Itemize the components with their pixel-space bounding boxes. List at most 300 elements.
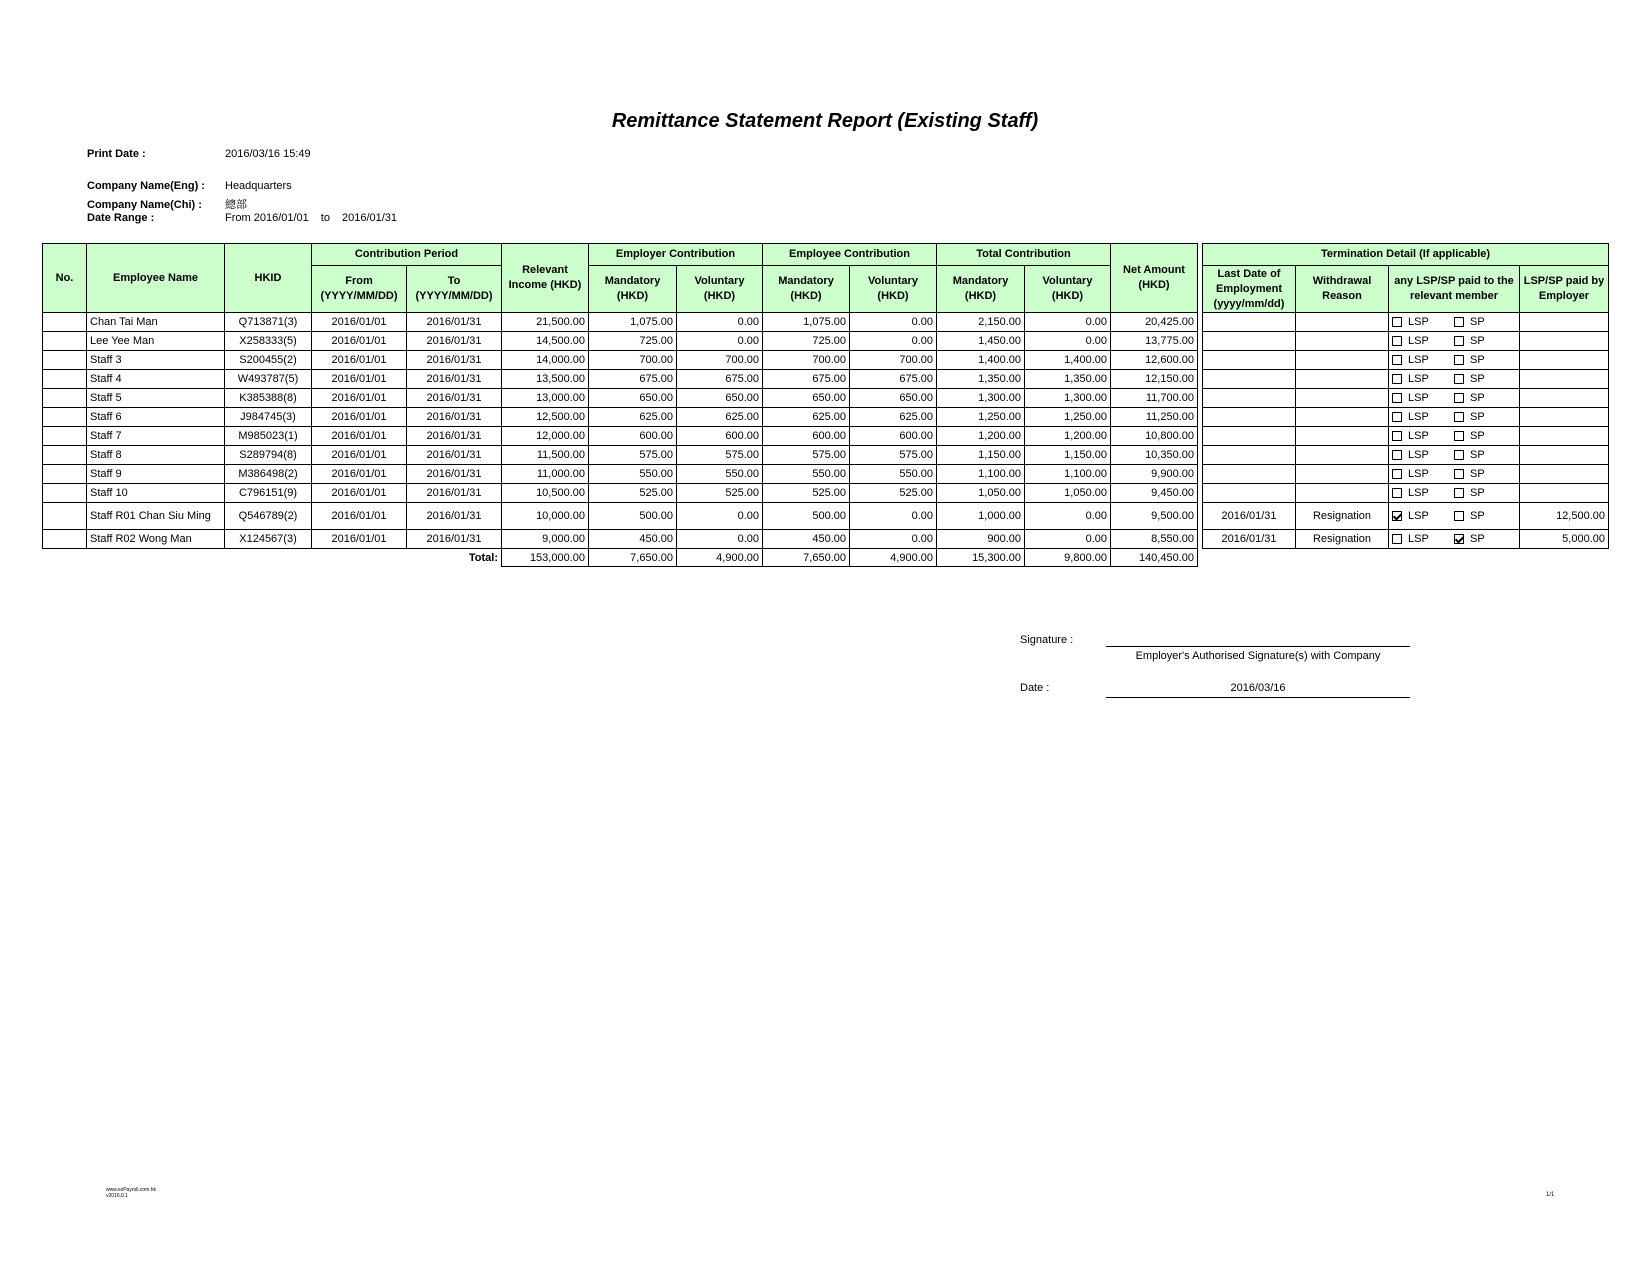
row-net-amount: 9,900.00: [1111, 465, 1198, 484]
sp-option: [1454, 430, 1516, 442]
row-employer-mandatory: 575.00: [589, 446, 677, 465]
sp-label: SP: [1470, 411, 1485, 423]
row-withdrawal-reason: [1296, 446, 1389, 465]
row-employer-voluntary: 525.00: [677, 484, 763, 503]
row-employee-mandatory: 675.00: [763, 370, 850, 389]
row-net-amount: 9,500.00: [1111, 503, 1198, 530]
row-to: 2016/01/31: [407, 530, 502, 549]
row-to: 2016/01/31: [407, 503, 502, 530]
company-name-chi-row: [87, 196, 247, 212]
row-hkid: K385388(8): [225, 389, 312, 408]
row-lsp-sp-checkboxes: [1389, 313, 1520, 332]
sp-label: SP: [1470, 316, 1485, 328]
termination-row: [1203, 332, 1609, 351]
table-row: [43, 313, 1198, 332]
row-withdrawal-reason: [1296, 465, 1389, 484]
sp-option: [1454, 335, 1516, 347]
header-employee-name: Employee Name: [87, 244, 225, 313]
table-row: [43, 389, 1198, 408]
footer-website: www.ezPayroll.com.hk: [106, 1187, 157, 1193]
table-row: [43, 446, 1198, 465]
row-hkid: C796151(9): [225, 484, 312, 503]
row-employee-voluntary: 675.00: [850, 370, 937, 389]
lsp-label: LSP: [1408, 411, 1429, 423]
lsp-option: [1392, 316, 1454, 328]
signature-line: [1106, 646, 1410, 647]
row-total-voluntary: 1,050.00: [1025, 484, 1111, 503]
row-employee-name: Staff 9: [87, 465, 225, 484]
row-lsp-sp-checkboxes: [1389, 465, 1520, 484]
row-employee-name: Staff 10: [87, 484, 225, 503]
sp-checkbox[interactable]: [1454, 534, 1464, 544]
lsp-option: [1392, 373, 1454, 385]
header-employer-contribution: Employer Contribution: [589, 244, 763, 266]
row-employer-voluntary: 675.00: [677, 370, 763, 389]
row-total-voluntary: 1,150.00: [1025, 446, 1111, 465]
row-from: 2016/01/01: [312, 408, 407, 427]
sign-date-line: [1106, 697, 1410, 698]
row-total-mandatory: 2,150.00: [937, 313, 1025, 332]
row-lsp-sp-paid: [1520, 408, 1609, 427]
row-to: 2016/01/31: [407, 389, 502, 408]
termination-row: [1203, 351, 1609, 370]
row-hkid: M386498(2): [225, 465, 312, 484]
row-lsp-sp-paid: [1520, 465, 1609, 484]
termination-row: [1203, 446, 1609, 465]
sp-option: [1454, 373, 1516, 385]
header-net-amount: Net Amount (HKD): [1111, 244, 1198, 313]
row-last-date: [1203, 313, 1296, 332]
row-employee-mandatory: 450.00: [763, 530, 850, 549]
header-withdrawal-reason: Withdrawal Reason: [1296, 266, 1389, 313]
lsp-checkbox[interactable]: [1392, 450, 1402, 460]
lsp-option: [1392, 468, 1454, 480]
row-net-amount: 13,775.00: [1111, 332, 1198, 351]
row-total-mandatory: 1,400.00: [937, 351, 1025, 370]
row-employer-voluntary: 550.00: [677, 465, 763, 484]
sp-label: SP: [1470, 354, 1485, 366]
row-total-mandatory: 1,350.00: [937, 370, 1025, 389]
row-lsp-sp-paid: [1520, 332, 1609, 351]
lsp-option: [1392, 533, 1454, 545]
row-employer-voluntary: 600.00: [677, 427, 763, 446]
row-hkid: Q546789(2): [225, 503, 312, 530]
sp-option: [1454, 533, 1516, 545]
total-er-m: 7,650.00: [589, 549, 677, 567]
row-withdrawal-reason: [1296, 408, 1389, 427]
row-to: 2016/01/31: [407, 351, 502, 370]
row-hkid: Q713871(3): [225, 313, 312, 332]
row-total-mandatory: 1,200.00: [937, 427, 1025, 446]
row-employee-mandatory: 525.00: [763, 484, 850, 503]
lsp-checkbox[interactable]: [1392, 393, 1402, 403]
row-from: 2016/01/01: [312, 332, 407, 351]
lsp-checkbox[interactable]: [1392, 412, 1402, 422]
row-no: [43, 370, 87, 389]
lsp-label: LSP: [1408, 373, 1429, 385]
termination-row: [1203, 313, 1609, 332]
row-no: [43, 313, 87, 332]
date-range-row: [87, 212, 397, 224]
row-to: 2016/01/31: [407, 408, 502, 427]
row-employer-mandatory: 1,075.00: [589, 313, 677, 332]
lsp-checkbox[interactable]: [1392, 336, 1402, 346]
termination-table: [1202, 243, 1609, 549]
row-total-voluntary: 0.00: [1025, 332, 1111, 351]
row-lsp-sp-checkboxes: [1389, 351, 1520, 370]
row-total-mandatory: 1,000.00: [937, 503, 1025, 530]
sp-option: [1454, 392, 1516, 404]
lsp-checkbox[interactable]: [1392, 317, 1402, 327]
row-employee-name: Staff 5: [87, 389, 225, 408]
total-t-m: 15,300.00: [937, 549, 1025, 567]
row-withdrawal-reason: [1296, 370, 1389, 389]
row-no: [43, 389, 87, 408]
lsp-checkbox[interactable]: [1392, 355, 1402, 365]
row-no: [43, 332, 87, 351]
sp-label: SP: [1470, 430, 1485, 442]
sp-checkbox[interactable]: [1454, 431, 1464, 441]
row-lsp-sp-checkboxes: [1389, 484, 1520, 503]
print-date-label: Print Date :: [87, 148, 146, 160]
row-hkid: S200455(2): [225, 351, 312, 370]
sp-label: SP: [1470, 533, 1485, 545]
row-total-voluntary: 1,200.00: [1025, 427, 1111, 446]
lsp-label: LSP: [1408, 487, 1429, 499]
row-employee-voluntary: 625.00: [850, 408, 937, 427]
row-no: [43, 465, 87, 484]
row-employer-mandatory: 700.00: [589, 351, 677, 370]
company-name-chi-value: 總部: [225, 199, 247, 211]
row-total-mandatory: 900.00: [937, 530, 1025, 549]
row-no: [43, 427, 87, 446]
row-no: [43, 484, 87, 503]
sp-checkbox[interactable]: [1454, 374, 1464, 384]
sp-option: [1454, 449, 1516, 461]
company-name-eng-label: Company Name(Eng) :: [87, 180, 205, 192]
header-employee-voluntary: Voluntary (HKD): [850, 266, 937, 313]
lsp-checkbox[interactable]: [1392, 534, 1402, 544]
row-total-voluntary: 1,100.00: [1025, 465, 1111, 484]
table-row: [43, 530, 1198, 549]
row-employer-mandatory: 675.00: [589, 370, 677, 389]
lsp-label: LSP: [1408, 354, 1429, 366]
total-ee-v: 4,900.00: [850, 549, 937, 567]
sp-checkbox[interactable]: [1454, 393, 1464, 403]
row-last-date: [1203, 465, 1296, 484]
row-lsp-sp-paid: 5,000.00: [1520, 530, 1609, 549]
print-date-row: [87, 148, 311, 160]
row-employee-voluntary: 525.00: [850, 484, 937, 503]
row-employee-voluntary: 0.00: [850, 332, 937, 351]
termination-row: [1203, 530, 1609, 549]
row-no: [43, 351, 87, 370]
row-last-date: 2016/01/31: [1203, 503, 1296, 530]
row-relevant-income: 10,500.00: [502, 484, 589, 503]
row-net-amount: 12,150.00: [1111, 370, 1198, 389]
header-employer-mandatory: Mandatory (HKD): [589, 266, 677, 313]
sp-checkbox[interactable]: [1454, 469, 1464, 479]
row-last-date: [1203, 351, 1296, 370]
row-last-date: [1203, 332, 1296, 351]
row-employee-name: Staff 6: [87, 408, 225, 427]
row-withdrawal-reason: Resignation: [1296, 530, 1389, 549]
table-row: [43, 427, 1198, 446]
row-withdrawal-reason: [1296, 427, 1389, 446]
lsp-label: LSP: [1408, 510, 1429, 522]
sp-option: [1454, 354, 1516, 366]
row-employee-name: Staff R02 Wong Man: [87, 530, 225, 549]
sp-option: [1454, 468, 1516, 480]
row-no: [43, 408, 87, 427]
row-relevant-income: 10,000.00: [502, 503, 589, 530]
header-employer-voluntary: Voluntary (HKD): [677, 266, 763, 313]
sp-label: SP: [1470, 392, 1485, 404]
row-relevant-income: 12,000.00: [502, 427, 589, 446]
row-employee-voluntary: 575.00: [850, 446, 937, 465]
termination-row: [1203, 465, 1609, 484]
row-total-voluntary: 1,300.00: [1025, 389, 1111, 408]
row-employer-mandatory: 500.00: [589, 503, 677, 530]
row-total-voluntary: 0.00: [1025, 530, 1111, 549]
sp-checkbox[interactable]: [1454, 317, 1464, 327]
row-relevant-income: 11,000.00: [502, 465, 589, 484]
row-employee-name: Staff R01 Chan Siu Ming: [87, 503, 225, 530]
row-net-amount: 8,550.00: [1111, 530, 1198, 549]
row-net-amount: 10,350.00: [1111, 446, 1198, 465]
row-employee-voluntary: 0.00: [850, 313, 937, 332]
row-to: 2016/01/31: [407, 446, 502, 465]
row-net-amount: 11,700.00: [1111, 389, 1198, 408]
row-last-date: 2016/01/31: [1203, 530, 1296, 549]
table-row: [43, 370, 1198, 389]
table-row: [43, 484, 1198, 503]
row-relevant-income: 14,000.00: [502, 351, 589, 370]
row-lsp-sp-paid: [1520, 313, 1609, 332]
row-net-amount: 11,250.00: [1111, 408, 1198, 427]
date-range-to: 2016/01/31: [341, 212, 398, 224]
total-label: Total:: [468, 551, 498, 564]
row-from: 2016/01/01: [312, 389, 407, 408]
sp-option: [1454, 316, 1516, 328]
header-lsp-sp-employer: LSP/SP paid by Employer: [1520, 266, 1609, 313]
row-employer-mandatory: 600.00: [589, 427, 677, 446]
row-from: 2016/01/01: [312, 351, 407, 370]
sp-label: SP: [1470, 487, 1485, 499]
row-relevant-income: 12,500.00: [502, 408, 589, 427]
row-net-amount: 12,600.00: [1111, 351, 1198, 370]
row-lsp-sp-paid: [1520, 484, 1609, 503]
row-employee-voluntary: 0.00: [850, 503, 937, 530]
header-from: From (YYYY/MM/DD): [312, 266, 407, 313]
row-employee-voluntary: 650.00: [850, 389, 937, 408]
termination-row: [1203, 389, 1609, 408]
row-lsp-sp-checkboxes: [1389, 370, 1520, 389]
row-employee-name: Staff 8: [87, 446, 225, 465]
row-lsp-sp-paid: [1520, 351, 1609, 370]
row-employer-voluntary: 0.00: [677, 503, 763, 530]
row-from: 2016/01/01: [312, 446, 407, 465]
lsp-option: [1392, 411, 1454, 423]
header-last-date: Last Date of Employment (yyyy/mm/dd): [1203, 266, 1296, 313]
row-employee-mandatory: 1,075.00: [763, 313, 850, 332]
sign-date-value: 2016/03/16: [1230, 682, 1286, 694]
row-net-amount: 9,450.00: [1111, 484, 1198, 503]
row-lsp-sp-checkboxes: [1389, 530, 1520, 549]
total-t-v: 9,800.00: [1025, 549, 1111, 567]
row-lsp-sp-paid: [1520, 389, 1609, 408]
row-employer-voluntary: 0.00: [677, 332, 763, 351]
print-date-value: 2016/03/16 15:49: [225, 148, 311, 160]
row-lsp-sp-paid: [1520, 446, 1609, 465]
contribution-table: [42, 243, 1198, 567]
row-from: 2016/01/01: [312, 503, 407, 530]
row-relevant-income: 9,000.00: [502, 530, 589, 549]
header-hkid: HKID: [225, 244, 312, 313]
row-employee-mandatory: 725.00: [763, 332, 850, 351]
termination-row: [1203, 484, 1609, 503]
row-to: 2016/01/31: [407, 484, 502, 503]
sp-checkbox[interactable]: [1454, 412, 1464, 422]
row-lsp-sp-checkboxes: [1389, 408, 1520, 427]
row-last-date: [1203, 408, 1296, 427]
date-range-to-word: to: [320, 212, 330, 224]
row-relevant-income: 13,000.00: [502, 389, 589, 408]
row-to: 2016/01/31: [407, 465, 502, 484]
sp-checkbox[interactable]: [1454, 511, 1464, 521]
row-employee-mandatory: 500.00: [763, 503, 850, 530]
table-row: [43, 408, 1198, 427]
company-name-chi-label: Company Name(Chi) :: [87, 199, 202, 211]
lsp-option: [1392, 335, 1454, 347]
row-employee-name: Lee Yee Man: [87, 332, 225, 351]
header-employee-mandatory: Mandatory (HKD): [763, 266, 850, 313]
lsp-checkbox[interactable]: [1392, 511, 1402, 521]
table-row: [43, 351, 1198, 370]
sign-date-label: Date :: [1020, 682, 1050, 694]
row-withdrawal-reason: Resignation: [1296, 503, 1389, 530]
sp-checkbox[interactable]: [1454, 355, 1464, 365]
lsp-checkbox[interactable]: [1392, 469, 1402, 479]
signature-caption: Employer's Authorised Signature(s) with Company: [1135, 650, 1381, 662]
table-row: [43, 332, 1198, 351]
row-employee-mandatory: 550.00: [763, 465, 850, 484]
row-employer-mandatory: 550.00: [589, 465, 677, 484]
header-relevant-income: Relevant Income (HKD): [502, 244, 589, 313]
row-no: [43, 530, 87, 549]
row-employer-voluntary: 0.00: [677, 530, 763, 549]
row-employee-mandatory: 575.00: [763, 446, 850, 465]
signature-label: Signature :: [1020, 634, 1074, 646]
row-employer-mandatory: 625.00: [589, 408, 677, 427]
sp-label: SP: [1470, 468, 1485, 480]
header-total-mandatory: Mandatory (HKD): [937, 266, 1025, 313]
row-total-voluntary: 1,250.00: [1025, 408, 1111, 427]
sp-checkbox[interactable]: [1454, 336, 1464, 346]
sp-label: SP: [1470, 449, 1485, 461]
row-employer-voluntary: 625.00: [677, 408, 763, 427]
row-lsp-sp-checkboxes: [1389, 389, 1520, 408]
lsp-option: [1392, 510, 1454, 522]
row-relevant-income: 21,500.00: [502, 313, 589, 332]
row-total-mandatory: 1,450.00: [937, 332, 1025, 351]
row-employee-voluntary: 0.00: [850, 530, 937, 549]
row-hkid: S289794(8): [225, 446, 312, 465]
row-last-date: [1203, 370, 1296, 389]
lsp-option: [1392, 430, 1454, 442]
row-employer-mandatory: 725.00: [589, 332, 677, 351]
lsp-label: LSP: [1408, 430, 1429, 442]
row-withdrawal-reason: [1296, 484, 1389, 503]
lsp-label: LSP: [1408, 392, 1429, 404]
row-last-date: [1203, 446, 1296, 465]
lsp-label: LSP: [1408, 335, 1429, 347]
row-from: 2016/01/01: [312, 313, 407, 332]
sp-label: SP: [1470, 373, 1485, 385]
row-from: 2016/01/01: [312, 427, 407, 446]
row-from: 2016/01/01: [312, 484, 407, 503]
total-income: 153,000.00: [502, 549, 589, 567]
row-net-amount: 10,800.00: [1111, 427, 1198, 446]
row-hkid: W493787(5): [225, 370, 312, 389]
row-employer-voluntary: 575.00: [677, 446, 763, 465]
row-hkid: J984745(3): [225, 408, 312, 427]
lsp-label: LSP: [1408, 449, 1429, 461]
row-employee-name: Staff 4: [87, 370, 225, 389]
header-total-voluntary: Voluntary (HKD): [1025, 266, 1111, 313]
lsp-option: [1392, 449, 1454, 461]
lsp-option: [1392, 392, 1454, 404]
row-employee-mandatory: 700.00: [763, 351, 850, 370]
sp-option: [1454, 487, 1516, 499]
row-hkid: X258333(5): [225, 332, 312, 351]
row-employer-voluntary: 0.00: [677, 313, 763, 332]
sp-checkbox[interactable]: [1454, 488, 1464, 498]
total-er-v: 4,900.00: [677, 549, 763, 567]
termination-row: [1203, 427, 1609, 446]
header-no: No.: [43, 244, 87, 313]
header-total-contribution: Total Contribution: [937, 244, 1111, 266]
company-name-eng-row: [87, 180, 292, 192]
sp-checkbox[interactable]: [1454, 450, 1464, 460]
row-withdrawal-reason: [1296, 313, 1389, 332]
lsp-checkbox[interactable]: [1392, 431, 1402, 441]
lsp-checkbox[interactable]: [1392, 374, 1402, 384]
row-total-mandatory: 1,050.00: [937, 484, 1025, 503]
row-employer-voluntary: 700.00: [677, 351, 763, 370]
row-employee-mandatory: 650.00: [763, 389, 850, 408]
total-net: 140,450.00: [1111, 549, 1198, 567]
lsp-label: LSP: [1408, 316, 1429, 328]
header-lsp-sp-member: any LSP/SP paid to the relevant member: [1389, 266, 1520, 313]
row-lsp-sp-checkboxes: [1389, 427, 1520, 446]
termination-row: [1203, 370, 1609, 389]
row-total-voluntary: 0.00: [1025, 313, 1111, 332]
row-last-date: [1203, 484, 1296, 503]
row-last-date: [1203, 389, 1296, 408]
row-lsp-sp-paid: 12,500.00: [1520, 503, 1609, 530]
row-employee-mandatory: 625.00: [763, 408, 850, 427]
lsp-option: [1392, 487, 1454, 499]
row-lsp-sp-paid: [1520, 370, 1609, 389]
row-relevant-income: 14,500.00: [502, 332, 589, 351]
lsp-checkbox[interactable]: [1392, 488, 1402, 498]
header-employee-contribution: Employee Contribution: [763, 244, 937, 266]
total-row: [43, 549, 1198, 567]
row-lsp-sp-checkboxes: [1389, 446, 1520, 465]
row-relevant-income: 13,500.00: [502, 370, 589, 389]
row-withdrawal-reason: [1296, 389, 1389, 408]
